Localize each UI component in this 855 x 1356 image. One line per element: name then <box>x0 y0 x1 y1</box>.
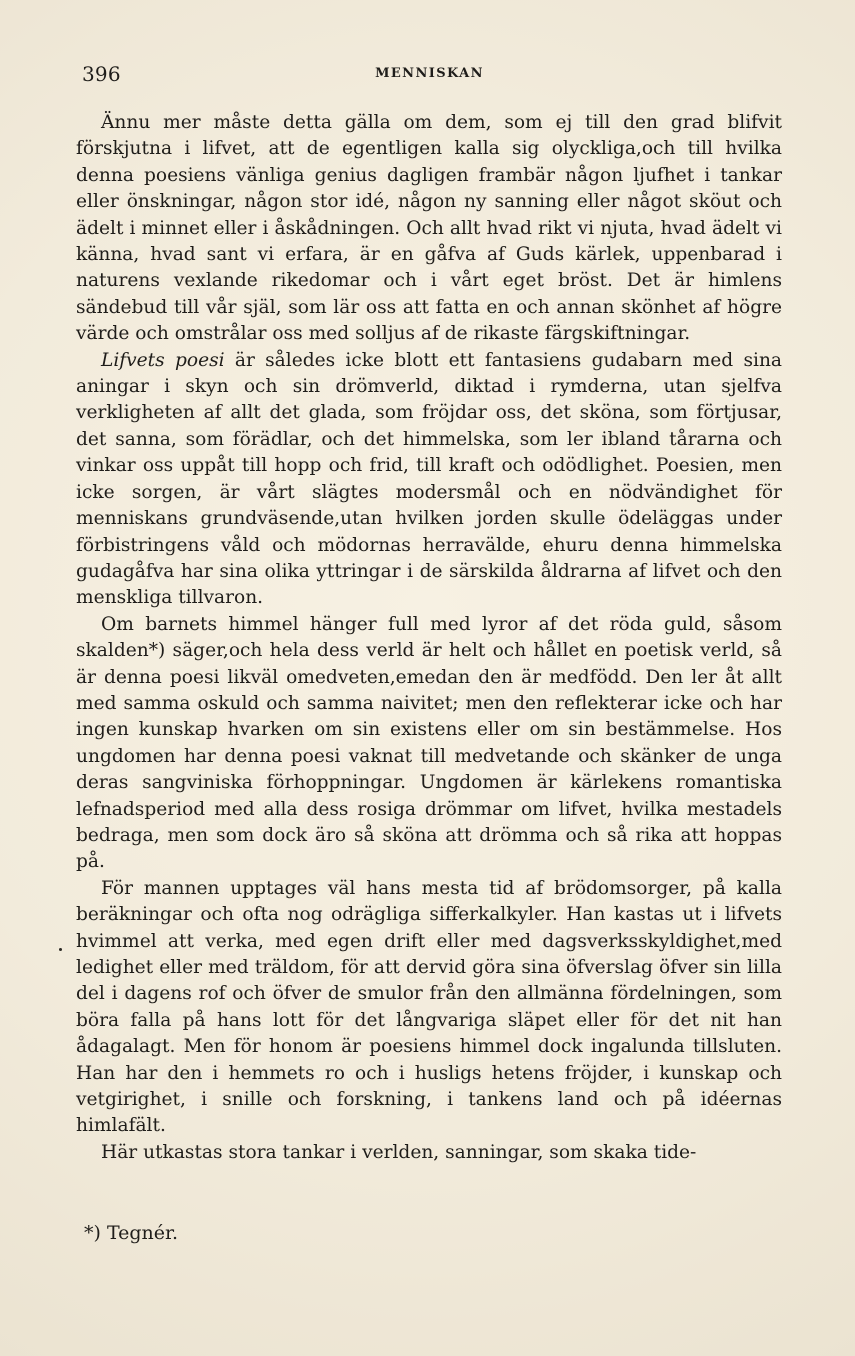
main-text-block <box>76 110 782 1166</box>
running-title: MENNISKAN <box>375 66 484 81</box>
italic-phrase: Lifvets poesi <box>101 349 225 371</box>
page-header <box>82 62 777 88</box>
paragraph-1: Ännu mer måste detta gälla om dem, som ej till den grad blifvit förskjutna i lifvet, att de egentligen kalla sig olyckliga,och till hvilka denna poesiens vänliga genius dagligen frambär någon ljufhet i tankar eller önskningar, någon stor idé, någon ny sanning eller något sköut och ädelt i minnet eller i åskådningen. Och allt hvad rikt vi njuta, hvad ädelt vi känna, hvad sant vi erfara, är en gåfva af Guds kärlek, uppenbarad i naturens vexlande rikedomar och i vårt eget bröst. Det är himlens sändebud till vår själ, som lär oss att fatta en och annan skönhet af högre värde och omstrålar oss med solljus af de rikaste färgskiftningar. <box>76 112 782 345</box>
paragraph-5: Här utkastas stora tankar i verlden, sanningar, som skaka tide- <box>101 1141 697 1163</box>
paragraph-3: Om barnets himmel hänger full med lyror af det röda guld, såsom skalden*) säger,och hela dess verld är helt och hållet en poetisk verld, så är denna poesi likväl omedveten,emedan den är medfödd. Den ler åt allt med samma oskuld och samma naivitet; men den reflekterar icke och har ingen kunskap hvarken om sin existens eller om sin bestämmelse. Hos ungdomen har denna poesi vaknat till medvetande och skänker de unga deras sangviniska förhoppningar. Ungdomen är kärlekens romantiska lefnadsperiod med alla dess rosiga drömmar om lifvet, hvilka mestadels bedraga, men som dock äro så sköna att drömma och så rika att hoppas på. <box>76 613 782 873</box>
paragraph-2 <box>76 348 782 612</box>
page-number: 396 <box>82 62 121 86</box>
paragraph-4: För mannen upptages väl hans mesta tid af brödomsorger, på kalla beräkningar och ofta nog odrägliga sifferkalkyler. Han kastas ut i lifvets hvimmel att verka, med egen drift eller med dagsverksskyldighet,med ledighet eller med träldom, för att dervid göra sina öfverslag öfver sin lilla del i dagens rof och öfver de smulor från den allmänna fördelningen, som böra falla på hans lott för det långvariga släpet eller för det nit han ådagalagt. Men för honom är poesiens himmel dock ingalunda tillsluten. Han har den i hemmets ro och i husligs hetens fröjder, i kunskap och vetgirighet, i snille och forskning, i tankens land och på idéernas himlafält. <box>76 877 782 1137</box>
paragraph-2-text: är således icke blott ett fantasiens gudabarn med sina aningar i skyn och sin drömverld, diktad i rymderna, utan sjelfva verkligheten af allt det glada, som fröjdar oss, det sköna, som förtjusar, det sanna, som förädlar, och det himmelska, som ler ibland tårarna och vinkar oss uppåt till hopp och frid, till kraft och odödlighet. Poesien, men icke sorgen, är vårt slägtes modersmål och en nödvändighet för menniskans grundväsende,utan hvilken jorden skulle ödeläggas under förbistringens våld och mödornas herravälde, ehuru denna himmelska gudagåfva har sina olika yttringar i de särskilda åldrarna af lifvet och den menskliga tillvaron. <box>76 349 782 609</box>
footnote: *) Tegnér. <box>84 1222 179 1244</box>
margin-mark <box>59 948 62 951</box>
